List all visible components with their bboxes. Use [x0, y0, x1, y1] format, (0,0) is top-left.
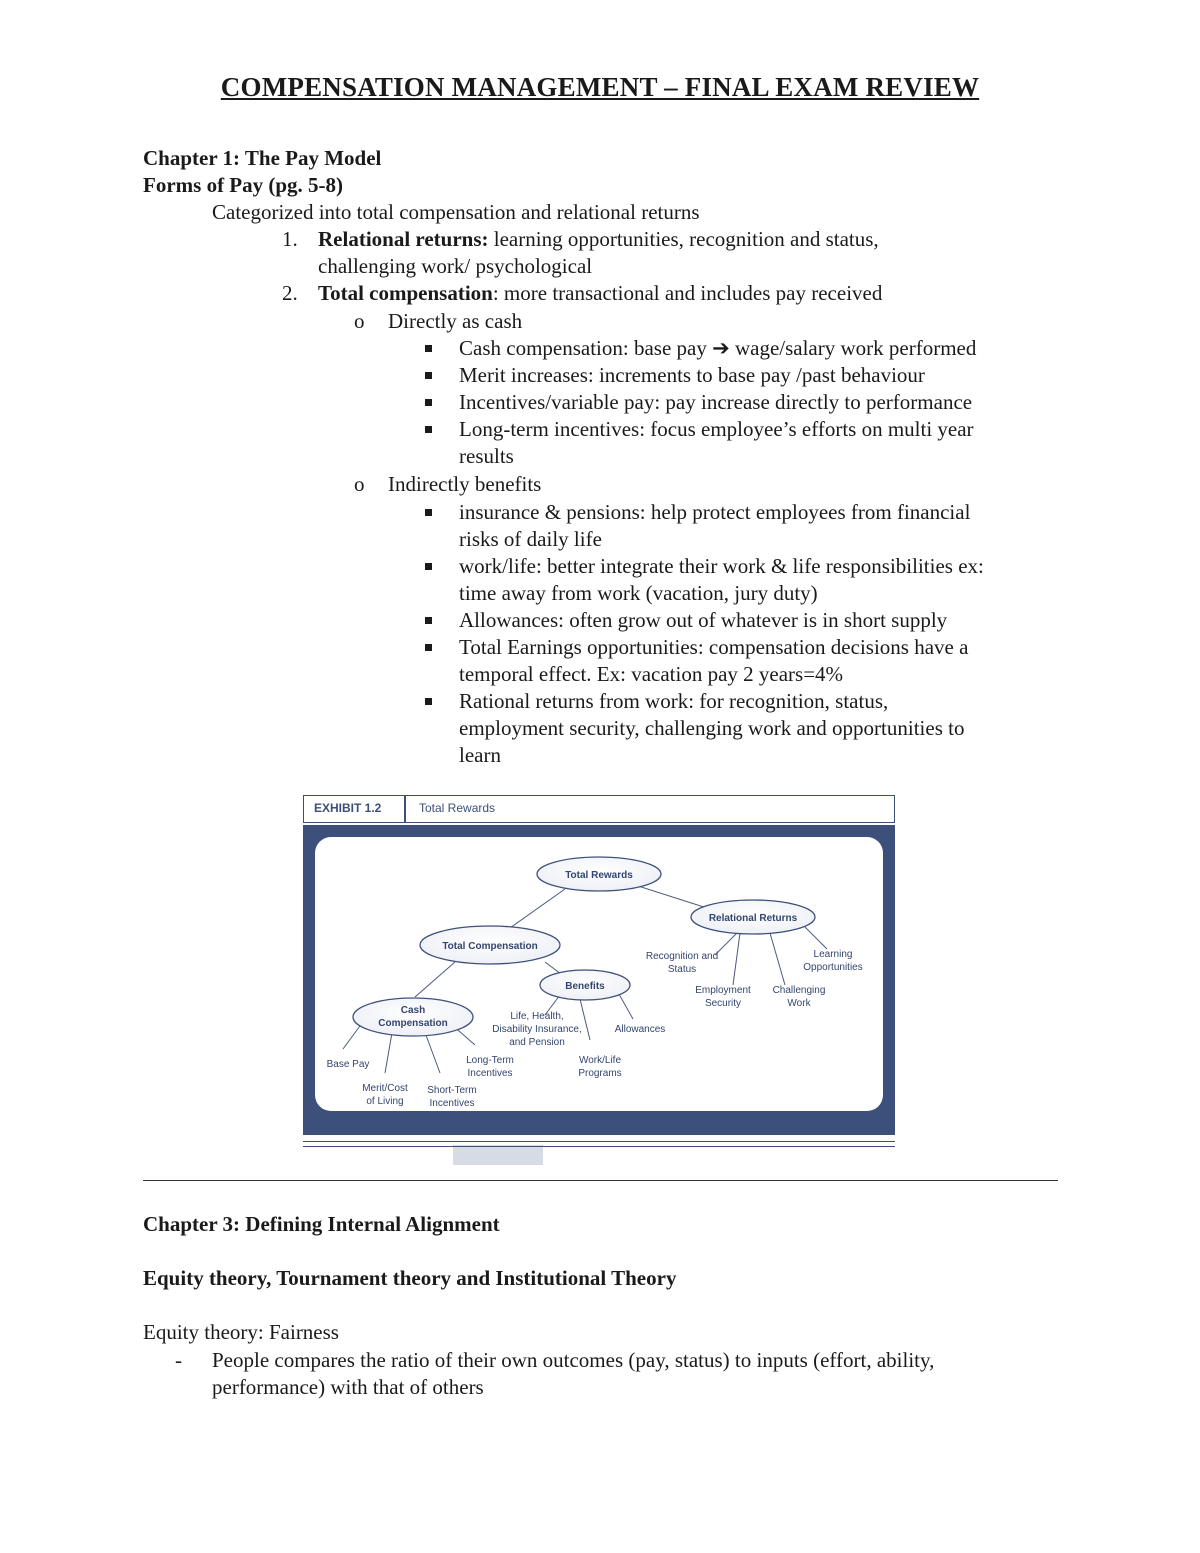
item-2-number: 2.: [282, 281, 298, 305]
edge-compensation-cash: [415, 962, 455, 997]
edge-relational-employment: [733, 933, 740, 985]
insurance-pensions-bullet: insurance & pensions: help protect employees from financial: [459, 500, 971, 524]
work-life-bullet: work/life: better integrate their work & life responsibilities ex:: [459, 554, 984, 578]
merit-increases-bullet: Merit increases: increments to base pay /past behaviour: [459, 363, 925, 387]
leaf-merit-2: of Living: [366, 1096, 404, 1107]
bullet-square-icon: [425, 372, 432, 379]
relational-returns-term: Relational returns:: [318, 227, 489, 251]
item-2-text: [318, 280, 882, 307]
leaf-employment-1: Employment: [695, 985, 751, 996]
exhibit-header: [303, 795, 895, 823]
section-divider: [143, 1180, 1058, 1181]
allowances-bullet: Allowances: often grow out of whatever is in short supply: [459, 608, 948, 632]
exhibit-panel: [315, 837, 883, 1111]
forms-intro: Categorized into total compensation and relational returns: [212, 200, 700, 224]
exhibit-frame: [303, 825, 895, 1135]
leaf-recognition-1: Recognition and: [645, 951, 719, 962]
node-label-cash-2: Compensation: [378, 1018, 448, 1029]
rational-returns-continuation-1: employment security, challenging work and opportunities to: [459, 716, 965, 740]
rational-returns-continuation-2: learn: [459, 743, 501, 767]
leaf-life-2: Disability Insurance,: [492, 1024, 582, 1035]
leaf-shortterm-1: Short-Term: [427, 1085, 477, 1096]
item-1-number: 1.: [282, 227, 298, 251]
bullet-square-icon: [425, 426, 432, 433]
edge-relational-learning: [805, 927, 827, 949]
long-term-incentives-bullet: Long-term incentives: focus employee’s efforts on multi year: [459, 417, 974, 441]
cash-compensation-bullet: Cash compensation: base pay ➔ wage/salary work performed: [459, 336, 977, 360]
leaf-employment-2: Security: [704, 998, 742, 1009]
exhibit-bottom-rule: [303, 1141, 895, 1147]
node-label-total-compensation: Total Compensation: [442, 941, 538, 952]
leaf-shortterm-2: Incentives: [429, 1098, 475, 1109]
node-label-benefits: Benefits: [565, 981, 605, 992]
exhibit-frame-accent: [453, 1145, 543, 1165]
bullet-square-icon: [425, 617, 432, 624]
leaf-basepay: Base Pay: [326, 1059, 370, 1070]
exhibit-header-divider: [404, 796, 406, 822]
edge-rewards-relational: [635, 885, 710, 909]
bullet-square-icon: [425, 509, 432, 516]
forms-of-pay-heading: Forms of Pay (pg. 5-8): [143, 173, 344, 197]
node-label-cash-1: Cash: [400, 1005, 426, 1016]
page-title: COMPENSATION MANAGEMENT – FINAL EXAM REVIEW: [220, 72, 980, 102]
leaf-life-1: Life, Health,: [510, 1011, 564, 1022]
node-label-relational-returns: Relational Returns: [708, 913, 798, 924]
bullet-square-icon: [425, 563, 432, 570]
bullet-square-icon: [425, 399, 432, 406]
rational-returns-bullet: Rational returns from work: for recognition, status,: [459, 689, 889, 713]
leaf-worklife-1: Work/Life: [578, 1055, 622, 1066]
node-label-total-rewards: Total Rewards: [565, 870, 633, 881]
leaf-challenging-1: Challenging: [772, 985, 826, 996]
indirectly-benefits: Indirectly benefits: [388, 472, 542, 496]
indirect-marker: o: [354, 472, 365, 496]
incentives-bullet: Incentives/variable pay: pay increase directly to performance: [459, 390, 973, 414]
dash-marker: -: [175, 1348, 182, 1372]
item-1-text: [318, 226, 879, 253]
equity-theory-bullet: People compares the ratio of their own outcomes (pay, status) to inputs (effort, ability,: [212, 1348, 935, 1372]
work-life-continuation: time away from work (vacation, jury duty): [459, 581, 818, 605]
long-term-incentives-continuation: results: [459, 444, 514, 468]
equity-theory-label: Equity theory: Fairness: [143, 1320, 339, 1344]
exhibit-label: EXHIBIT 1.2: [314, 801, 382, 815]
leaf-life-3: and Pension: [509, 1037, 565, 1048]
bullet-square-icon: [425, 698, 432, 705]
node-cash-compensation: [353, 998, 473, 1036]
total-earnings-bullet: Total Earnings opportunities: compensation decisions have a: [459, 635, 969, 659]
leaf-worklife-2: Programs: [578, 1068, 622, 1079]
bullet-square-icon: [425, 345, 432, 352]
leaf-learning-1: Learning: [813, 949, 853, 960]
leaf-recognition-2: Status: [667, 964, 697, 975]
relational-returns-desc: learning opportunities, recognition and status,: [488, 227, 879, 251]
insurance-pensions-continuation: risks of daily life: [459, 527, 602, 551]
total-compensation-desc: : more transactional and includes pay received: [492, 281, 883, 305]
leaf-longterm-1: Long-Term: [466, 1055, 514, 1066]
leaf-merit-1: Merit/Cost: [362, 1083, 408, 1094]
total-earnings-continuation: temporal effect. Ex: vacation pay 2 years=4%: [459, 662, 844, 686]
bullet-square-icon: [425, 644, 432, 651]
leaf-challenging-2: Work: [787, 998, 811, 1009]
total-rewards-diagram: [315, 837, 883, 1111]
directly-as-cash: Directly as cash: [388, 309, 523, 333]
theories-heading: Equity theory, Tournament theory and Institutional Theory: [143, 1266, 677, 1290]
chapter-1-heading: Chapter 1: The Pay Model: [143, 146, 382, 170]
exhibit-total-rewards-figure: [303, 795, 895, 1150]
item-1-continuation: challenging work/ psychological: [318, 254, 593, 278]
direct-marker: o: [354, 309, 365, 333]
leaf-longterm-2: Incentives: [467, 1068, 513, 1079]
exhibit-title: Total Rewards: [419, 801, 496, 815]
chapter-3-heading: Chapter 3: Defining Internal Alignment: [143, 1212, 500, 1236]
equity-theory-continuation: performance) with that of others: [212, 1375, 484, 1399]
leaf-learning-2: Opportunities: [803, 962, 863, 973]
edge-relational-challenging: [770, 933, 785, 985]
total-compensation-term: Total compensation: [318, 281, 493, 305]
leaf-allowances: Allowances: [614, 1024, 666, 1035]
